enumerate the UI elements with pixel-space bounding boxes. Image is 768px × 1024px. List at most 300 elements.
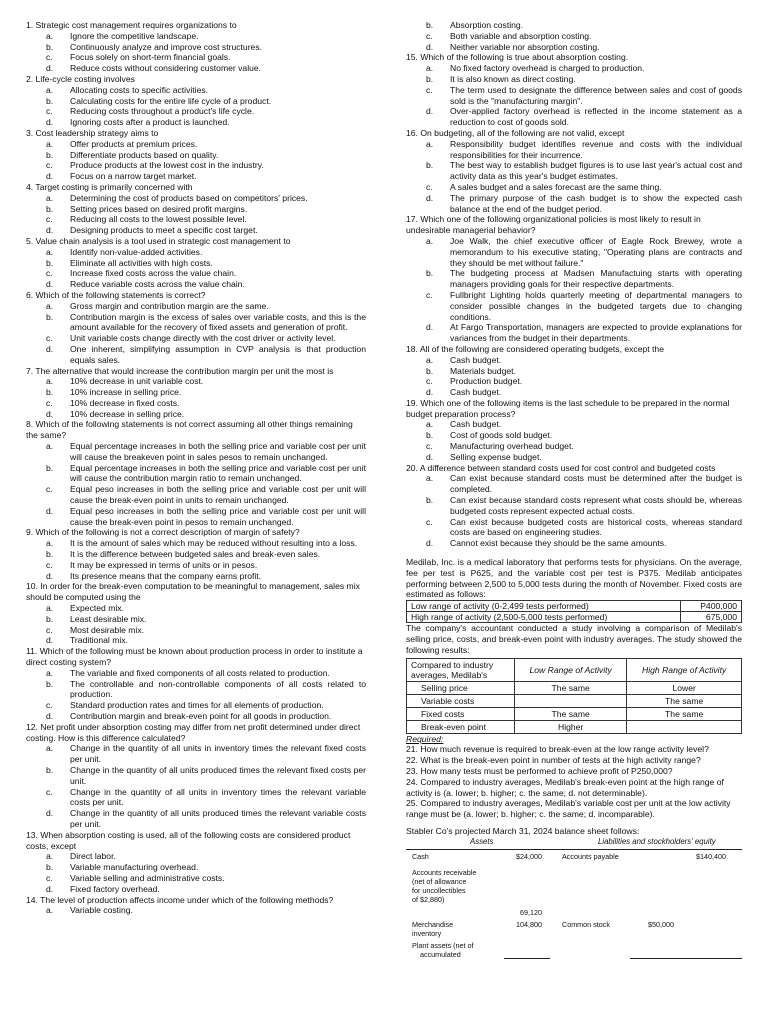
question-item (406, 463, 742, 549)
table-cell: Variable costs (407, 694, 515, 707)
answer-option (26, 225, 366, 236)
table-row (407, 612, 742, 623)
option-letter: c. (46, 333, 53, 344)
option-text: The controllable and non-controllable components of all costs related to production. (70, 678, 366, 700)
cash-value: $24,000 (516, 851, 542, 861)
question-item (406, 128, 742, 214)
question-text: 18. All of the following are considered operating budgets, except the (406, 343, 664, 354)
option-letter: d. (426, 538, 434, 549)
option-text: Most desirable mix. (70, 624, 145, 635)
option-text: Neither variable nor absorption costing. (450, 41, 600, 52)
option-text: The term used to designate the difference between sales and cost of goods sold is the "manufacturing margin". (450, 84, 742, 106)
answer-option (406, 538, 742, 549)
answer-option (406, 268, 742, 290)
medilab-case (406, 557, 742, 820)
answer-option (406, 182, 742, 193)
balance-sheet-title: Stabler Co's projected March 31, 2024 balance sheet follows: (406, 826, 640, 836)
option-text: Designing products to meet a specific cost target. (70, 225, 258, 236)
option-letter: a. (46, 192, 54, 203)
option-letter: c. (426, 181, 433, 192)
question-text: 5. Value chain analysis is a tool used in strategic cost management to (26, 235, 291, 246)
required-label: Required: (406, 733, 444, 744)
option-text: Traditional mix. (70, 635, 128, 646)
required-question: 22. What is the break-even point in number of tests at the high activity range? (406, 755, 701, 766)
ar-label-1: Accounts receivable (412, 867, 477, 877)
option-letter: d. (46, 711, 54, 721)
option-letter: a. (426, 419, 434, 430)
option-text: Cannot exist because they should be the same amounts. (450, 538, 667, 549)
option-letter: a. (46, 441, 54, 452)
answer-option (26, 150, 366, 161)
option-letter: d. (426, 192, 434, 203)
fixed-costs-table (406, 600, 742, 623)
answer-option (26, 268, 366, 279)
assets-header: Assets (470, 836, 494, 846)
balance-sheet-header (406, 837, 742, 848)
option-letter: a. (46, 743, 54, 754)
answer-option (26, 96, 366, 107)
option-text: Variable costing. (70, 905, 133, 916)
option-text: Expected mix. (70, 603, 124, 614)
plant-assets-label-2: accumulated (420, 949, 461, 959)
question-text: 12. Net profit under absorption costing may differ from net profit determined under direct costing. How is this difference calculated? (26, 721, 361, 743)
question-item (26, 128, 366, 182)
question-item (26, 722, 366, 830)
option-text: Continuously analyze and improve cost structures. (70, 41, 263, 52)
option-letter: b. (46, 387, 54, 398)
option-letter: b. (46, 862, 54, 873)
option-text: Least desirable mix. (70, 613, 147, 624)
question-text: 19. Which one of the following items is the last schedule to be prepared in the normal budget preparation process? (406, 397, 730, 419)
option-letter: a. (46, 905, 54, 916)
option-text: Focus on a narrow target market. (70, 171, 197, 182)
option-letter: b. (426, 365, 434, 376)
option-text: The variable and fixed components of all costs related to production. (70, 667, 330, 678)
option-letter: d. (426, 41, 434, 52)
question-item (406, 344, 742, 398)
option-letter: a. (426, 235, 434, 246)
answer-option (26, 333, 366, 344)
table-cell: The same (515, 681, 627, 694)
question-item (26, 366, 366, 420)
option-letter: d. (46, 171, 54, 182)
option-text: Fullbright Lighting holds quarterly meeting of departmental managers to consider possible changes in the budgeted targets due to changing conditions. (450, 289, 742, 322)
answer-option (406, 85, 742, 107)
option-text: Reducing costs throughout a product's life cycle. (70, 106, 255, 117)
question-item (26, 74, 366, 128)
table-cell (515, 694, 627, 707)
option-text: The primary purpose of the cash budget is to show the expected cash balance at the end of the budget period. (450, 192, 742, 214)
option-letter: c. (46, 484, 53, 495)
option-letter: d. (426, 387, 434, 398)
answer-option (406, 495, 742, 517)
option-letter: b. (46, 613, 54, 624)
common-stock-label: Common stock (562, 919, 610, 929)
question-text: 1. Strategic cost management requires organizations to (26, 20, 237, 30)
option-text: Unit variable costs change directly with the cost driver or activity level. (70, 333, 336, 344)
option-letter: b. (46, 678, 54, 689)
answer-option (406, 517, 742, 539)
option-text: Ignore the competitive landscape. (70, 30, 199, 41)
option-text: Cash budget. (450, 419, 502, 430)
option-text: Variable selling and administrative costs. (70, 872, 225, 883)
option-text: 10% decrease in unit variable cost. (70, 376, 204, 387)
option-text: Cash budget. (450, 387, 502, 398)
table-cell: Higher (515, 720, 627, 733)
answer-option (406, 387, 742, 398)
answer-option (26, 258, 366, 269)
accounts-payable-label: Accounts payable (562, 851, 619, 861)
inventory-label-2: inventory (412, 928, 442, 938)
question-item (406, 52, 742, 128)
option-text: Eliminate all activities with high costs. (70, 257, 213, 268)
table-header-row (407, 658, 742, 681)
option-letter: b. (426, 160, 434, 171)
answer-option (26, 193, 366, 204)
option-text: Offer products at premium prices. (70, 138, 198, 149)
option-letter: a. (426, 138, 434, 149)
option-letter: c. (46, 160, 53, 171)
option-text: Variable manufacturing overhead. (70, 862, 199, 873)
answer-option (406, 139, 742, 161)
option-letter: d. (46, 505, 54, 516)
answer-option (406, 473, 742, 495)
answer-option (26, 538, 366, 549)
option-text: Reduce costs without considering customer value. (70, 63, 262, 74)
option-letter: a. (46, 138, 54, 149)
option-letter: d. (426, 322, 434, 333)
option-text: Equal percentage increases in both the selling price and variable cost per unit will cause the contribution margin ratio to remain unchanged. (70, 462, 366, 484)
answer-option (26, 139, 366, 150)
question-text: 4. Target costing is primarily concerned with (26, 181, 193, 192)
option-text: Calculating costs for the entire life cycle of a product. (70, 95, 272, 106)
answer-option (26, 851, 366, 862)
option-text: Production budget. (450, 376, 523, 387)
answer-option (26, 743, 366, 765)
answer-option (26, 635, 366, 646)
answer-option (26, 31, 366, 42)
option-text: Both variable and absorption costing. (450, 30, 592, 41)
table-cell: The same (627, 694, 742, 707)
question-text: 9. Which of the following is not a correct description of margin of safety? (26, 527, 300, 538)
option-letter: c. (46, 52, 53, 63)
ar-label-2: (net of allowance (412, 876, 467, 886)
option-letter: b. (46, 149, 54, 160)
answer-option (26, 247, 366, 258)
option-letter: d. (46, 570, 54, 581)
option-letter: d. (426, 451, 434, 462)
option-text: Cash budget. (450, 354, 502, 365)
answer-option (26, 484, 366, 506)
answer-option (406, 74, 742, 85)
option-letter: d. (46, 343, 54, 354)
option-text: 10% decrease in selling price. (70, 408, 185, 419)
answer-option (26, 625, 366, 636)
option-letter: a. (46, 667, 54, 678)
answer-option (26, 387, 366, 398)
option-letter: d. (46, 408, 54, 419)
option-text: Absorption costing. (450, 20, 524, 30)
question-item (26, 581, 366, 646)
answer-option (406, 366, 742, 377)
answer-option (26, 463, 366, 485)
option-letter: d. (46, 635, 54, 646)
table-cell: Fixed costs (407, 707, 515, 720)
answer-option (26, 668, 366, 679)
answer-option (26, 765, 366, 787)
option-letter: c. (46, 559, 53, 570)
medilab-study: The company's accountant conducted a study involving a comparison of Medilab's selling price, costs, and break-even point with industry averages. The study showed the following results: (406, 623, 742, 655)
option-text: It is the amount of sales which may be reduced without resulting into a loss. (70, 538, 358, 549)
option-text: Materials budget. (450, 365, 516, 376)
underline (504, 958, 550, 959)
answer-option (26, 42, 366, 53)
table-cell: Lower (627, 681, 742, 694)
option-letter: c. (426, 376, 433, 387)
option-text: Contribution margin is the excess of sales over variable costs, and this is the amount available for the recovery of fixed assets and generation of profit. (70, 311, 366, 333)
answer-option (406, 430, 742, 441)
answer-option (26, 398, 366, 409)
option-text: It is also known as direct costing. (450, 73, 576, 84)
question-item (26, 419, 366, 527)
table-cell: Break-even point (407, 720, 515, 733)
medilab-questions (406, 744, 742, 820)
option-text: Produce products at the lowest cost in the industry. (70, 160, 264, 171)
option-text: Standard production rates and times for all elements of production. (70, 700, 324, 711)
option-text: Increase fixed costs across the value chain. (70, 268, 237, 279)
option-text: Selling expense budget. (450, 451, 542, 462)
table-header: Compared to industry averages, Medilab's (407, 658, 515, 681)
option-text: The budgeting process at Madsen Manufactuing starts with operating managers providing goals for their respective departments. (450, 268, 742, 290)
table-header: Low Range of Activity (515, 658, 627, 681)
option-text: Equal peso increases in both the selling price and variable cost per unit will cause the break-even point in pesos to remain unchanged. (70, 505, 366, 527)
table-cell: 675,000 (680, 612, 741, 623)
question-item (26, 895, 366, 917)
answer-option (26, 279, 366, 290)
option-text: Cost of goods sold budget. (450, 430, 553, 441)
option-letter: b. (46, 95, 54, 106)
option-letter: d. (46, 225, 54, 236)
option-letter: b. (46, 549, 54, 560)
answer-option (26, 312, 366, 334)
answer-option (406, 236, 742, 268)
table-cell: Low range of activity (0-2,499 tests performed) (407, 601, 681, 612)
table-row (407, 681, 742, 694)
common-stock-value: $50,000 (648, 919, 674, 929)
answer-option (26, 506, 366, 528)
answer-option (406, 193, 742, 215)
accounts-payable-value: $140,400 (696, 851, 726, 861)
question-item (26, 182, 366, 236)
answer-option (26, 441, 366, 463)
question-item (26, 527, 366, 581)
table-cell: Selling price (407, 681, 515, 694)
question-item (406, 214, 742, 344)
option-text: Change in the quantity of all units in inventory times the relevant variable costs per unit. (70, 786, 366, 808)
option-letter: b. (46, 203, 54, 214)
option-text: Manufacturing overhead budget. (450, 441, 574, 452)
option-letter: b. (46, 764, 54, 775)
option-letter: a. (46, 376, 54, 387)
answer-option (26, 884, 366, 895)
answer-option (26, 808, 366, 830)
option-text: At Fargo Transportation, managers are expected to provide explanations for variances from the budget in their departments. (450, 322, 742, 344)
option-letter: c. (426, 289, 433, 300)
option-letter: c. (46, 214, 53, 225)
option-letter: b. (46, 41, 54, 52)
balance-sheet-body (406, 850, 742, 968)
table-row (407, 707, 742, 720)
option-text: Reduce variable costs across the value chain. (70, 279, 245, 290)
answer-option (26, 873, 366, 884)
stabler-balance-sheet (406, 826, 742, 968)
option-letter: d. (46, 279, 54, 290)
option-text: 10% increase in selling price. (70, 387, 182, 398)
option-text: Change in the quantity of all units in inventory times the relevant fixed costs per unit. (70, 743, 366, 765)
option-letter: c. (426, 84, 433, 95)
option-letter: d. (46, 883, 54, 894)
question-item (26, 830, 366, 895)
option-text: Fixed factory overhead. (70, 883, 160, 894)
option-letter: a. (46, 851, 54, 862)
required-question: 23. How many tests must be performed to achieve profit of P250,000? (406, 766, 673, 777)
medilab-intro: Medilab, Inc. is a medical laboratory that performs tests for physicians. On the average, fee per test is P625, and the variable cost per test is P375. Medilab anticipates performing between 2,500 to 5,000 tests during the month of November. Fixed costs are estimated as follows: (406, 557, 742, 600)
question-text: 13. When absorption costing is used, all of the following costs are considered product costs, except (26, 829, 351, 851)
answer-option (26, 117, 366, 128)
option-letter: a. (46, 84, 54, 95)
answer-option (26, 106, 366, 117)
answer-option (406, 441, 742, 452)
table-cell: The same (515, 707, 627, 720)
answer-option (26, 344, 366, 366)
question-text: 14. The level of production affects income under which of the following methods? (26, 894, 334, 905)
question-text: 10. In order for the break-even computation to be meaningful to management, sales mix should be computed using the (26, 581, 360, 603)
liabilities-header: Liabilities and stockholders' equity (598, 836, 716, 846)
ar-value: 69,120 (520, 907, 542, 917)
option-letter: d. (46, 117, 54, 128)
option-text: Can exist because standard costs must be determined after the budget is completed. (450, 473, 742, 495)
option-letter: d. (46, 63, 54, 74)
question-text: 11. Which of the following must be known about production process in order to institute a direct costing system? (26, 646, 363, 668)
option-letter: c. (46, 786, 53, 797)
comparison-table (406, 658, 742, 734)
answer-option (26, 571, 366, 582)
table-cell: P400,000 (680, 601, 741, 612)
option-letter: a. (426, 354, 434, 365)
option-text: Responsibility budget identifies revenue and costs with the individual responsibilities for their incurrence. (450, 138, 742, 160)
option-text: Change in the quantity of all units produced times the relevant fixed costs per unit. (70, 764, 366, 786)
right-column (406, 20, 742, 968)
question-text: 17. Which one of the following organizational policies is most likely to result in undesirable managerial behavior? (406, 214, 701, 236)
option-text: No fixed factory overhead is charged to production. (450, 63, 645, 74)
option-text: Focus solely on short-term financial goals. (70, 52, 231, 63)
option-text: Differentiate products based on quality. (70, 149, 219, 160)
option-text: The best way to establish budget figures is to use last year's actual cost and activity data as this year's budget estimates. (450, 160, 742, 182)
option-text: Determining the cost of products based on competitors' prices. (70, 192, 308, 203)
option-text: Over-applied factory overhead is reflected in the income statement as a reduction to cost of goods sold. (450, 106, 742, 128)
option-letter: b. (426, 20, 434, 30)
option-text: Ignoring costs after a product is launched. (70, 117, 230, 128)
answer-option (26, 905, 366, 916)
option-letter: c. (426, 441, 433, 452)
option-letter: b. (426, 268, 434, 279)
answer-option (26, 862, 366, 873)
option-text: It is the difference between budgeted sales and break-even sales. (70, 549, 321, 560)
answer-option (26, 679, 366, 701)
option-text: 10% decrease in fixed costs. (70, 397, 180, 408)
ar-label-3: for uncollectibles (412, 885, 466, 895)
question-text: 3. Cost leadership strategy aims to (26, 127, 159, 138)
question-text: 7. The alternative that would increase the contribution margin per unit the most is (26, 365, 334, 376)
option-letter: c. (46, 397, 53, 408)
answer-option (406, 355, 742, 366)
option-letter: b. (46, 257, 54, 268)
answer-option (26, 85, 366, 96)
answer-option (26, 204, 366, 215)
option-letter: c. (46, 106, 53, 117)
question-item (26, 236, 366, 290)
option-text: Its presence means that the company earns profit. (70, 570, 262, 581)
required-question: 25. Compared to industry averages, Medilab's variable cost per unit at the low activity range must be (a. lower; b. higher; c. the same; d. incomparable). (406, 798, 731, 820)
option-text: Can exist because budgeted costs are historical costs, whereas standard costs are based on engineering studies. (450, 516, 742, 538)
answer-option (26, 549, 366, 560)
option-text: Equal percentage increases in both the selling price and variable cost per unit will cause the breakeven point in sales pesos to remain unchanged. (70, 441, 366, 462)
answer-option (26, 614, 366, 625)
table-cell (627, 720, 742, 733)
option-letter: b. (46, 311, 54, 322)
answer-option (406, 290, 742, 322)
required-question: 24. Compared to industry averages, Medilab's break-even point at the high range of activity is (a. lower; b. higher; c. the same; d. not determinable). (406, 776, 724, 798)
option-text: A sales budget and a sales forecast are the same thing. (450, 181, 662, 192)
answer-option (406, 419, 742, 430)
underline (630, 958, 742, 959)
option-text: Joe Walk, the chief executive officer of Eagle Rock Brewey, wrote a memorandum to his executive stating, "Operating plans are contracts and they should be met without failure." (450, 235, 742, 268)
option-letter: c. (46, 700, 53, 711)
table-row (407, 601, 742, 612)
answer-option (406, 106, 742, 128)
table-header: High Range of Activity (627, 658, 742, 681)
question-text: 6. Which of the following statements is correct? (26, 289, 206, 300)
option-letter: c. (46, 872, 53, 883)
left-column (26, 20, 366, 916)
question-item (26, 20, 366, 74)
answer-option (26, 301, 366, 312)
answer-option (26, 160, 366, 171)
question-text: 2. Life-cycle costing involves (26, 73, 135, 84)
option-text: Identify non-value-added activities. (70, 246, 203, 257)
answer-option (406, 452, 742, 463)
option-letter: a. (46, 538, 54, 549)
option-letter: b. (426, 495, 434, 506)
table-row (407, 694, 742, 707)
option-letter: c. (426, 516, 433, 527)
option-letter: d. (46, 808, 54, 819)
required-question: 21. How much revenue is required to break-even at the low range activity level? (406, 744, 709, 755)
question-text: 15. Which of the following is true about absorption costing. (406, 52, 629, 63)
option-text: Reducing all costs to the lowest possible level. (70, 214, 247, 225)
table-row (407, 720, 742, 733)
answer-option (406, 31, 742, 42)
answer-option (26, 63, 366, 74)
option-letter: a. (46, 30, 54, 41)
option-letter: c. (46, 624, 53, 635)
option-letter: a. (426, 63, 434, 74)
answer-option (406, 42, 742, 53)
option-text: Setting prices based on desired profit margins. (70, 203, 248, 214)
option-text: Change in the quantity of all units produced times the relevant variable costs per unit. (70, 808, 366, 829)
inventory-value: 104,800 (516, 919, 542, 929)
cash-label: Cash (412, 851, 429, 861)
